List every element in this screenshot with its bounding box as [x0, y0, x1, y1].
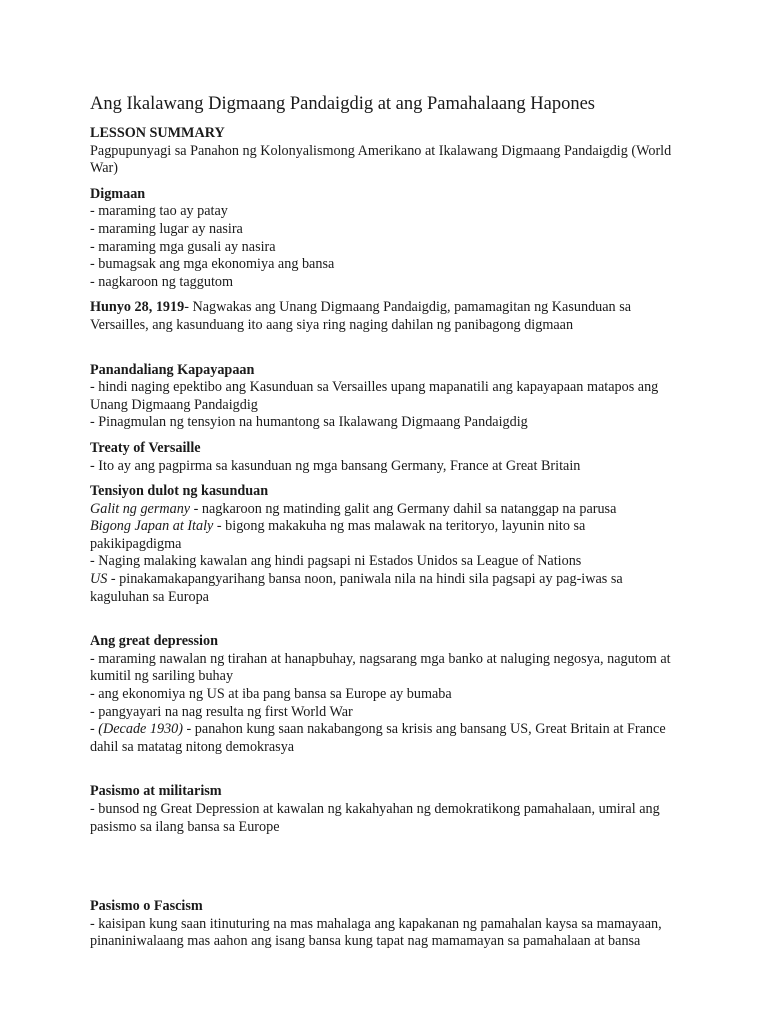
tensiyon-line-3: - Naging malaking kawalan ang hindi pagsapi ni Estados Unidos sa League of Nations: [90, 553, 582, 570]
tensiyon-line-1-em: Galit ng germany: [90, 500, 191, 517]
document-title: Ang Ikalawang Digmaang Pandaigdig at ang Pamahalaang Hapones: [90, 94, 596, 114]
tensiyon-line-2: [90, 518, 680, 553]
pasismo-militarismo-heading: Pasismo at militarism: [90, 783, 222, 800]
tensiyon-line-2-text: - bigong makakuha ng mas malawak na teritoryo, layunin nito sa pakikipagdigma: [90, 518, 586, 552]
treaty-section: [90, 440, 680, 475]
tensiyon-line-4-text: - pinakamakapangyarihang bansa noon, paniwala nila na hindi sila pagsapi ay pag-iwas sa kaguluhan sa Europa: [90, 571, 623, 605]
tensiyon-line-4: [90, 571, 680, 606]
depression-last-item: [90, 721, 680, 756]
list-item: - Pinagmulan ng tensyion na humantong sa Ikalawang Digmaang Pandaigdig: [90, 414, 528, 431]
depression-heading: Ang great depression: [90, 633, 218, 650]
fascism-heading: Pasismo o Fascism: [90, 898, 203, 915]
lesson-summary-section: [90, 125, 680, 178]
tensiyon-heading: Tensiyon dulot ng kasunduan: [90, 483, 269, 500]
depression-last-text: - panahon kung saan nakabangong sa krisis ang bansang US, Great Britain at France dahil sa matatag nitong demokrasya: [90, 721, 666, 755]
list-item: - maraming lugar ay nasira: [90, 220, 243, 237]
pasismo-militarismo-section: [90, 783, 680, 836]
pasismo-militarismo-text: - bunsod ng Great Depression at kawalan ng kakahyahan ng demokratikong pamahalaan, umiral ang pasismo sa ilang bansa sa Europe: [90, 801, 660, 835]
list-item: - Ito ay ang pagpirma sa kasunduan ng mga bansang Germany, France at Great Britain: [90, 457, 581, 474]
list-item: - maraming tao ay patay: [90, 203, 228, 220]
tensiyon-line-1: [90, 501, 680, 519]
hunyo-paragraph: [90, 299, 680, 334]
document-page: [90, 92, 680, 951]
hunyo-section: [90, 299, 680, 334]
depression-decade: (Decade 1930): [98, 721, 183, 738]
list-item: - maraming nawalan ng tirahan at hanapbuhay, nagsarang mga banko at naluging negosya, nagutom at kumitil ng sariling buhay: [90, 650, 671, 685]
list-item: - hindi naging epektibo ang Kasunduan sa Versailles upang mapanatili ang kapayapaan matapos ang Unang Digmaang Pandaigdig: [90, 379, 659, 413]
hunyo-date: Hunyo 28, 1919: [90, 299, 185, 316]
fascism-section: [90, 898, 680, 951]
panandalian-heading: Panandaliang Kapayapaan: [90, 361, 255, 378]
digmaan-heading: Digmaan: [90, 185, 146, 202]
list-item: - bumagsak ang mga ekonomiya ang bansa: [90, 256, 335, 273]
lesson-summary-heading: LESSON SUMMARY: [90, 125, 225, 141]
tensiyon-line-4-em: US: [90, 571, 108, 588]
list-item: - ang ekonomiya ng US at iba pang bansa sa Europe ay bumaba: [90, 686, 452, 703]
tensiyon-line-1-text: - nagkaroon ng matinding galit ang Germany dahil sa natanggap na parusa: [190, 500, 617, 517]
depression-section: [90, 633, 680, 756]
digmaan-section: [90, 186, 680, 292]
hunyo-text: - Nagwakas ang Unang Digmaang Pandaigdig, pamamagitan ng Kasunduan sa Versailles, ang kasunduang ito aang siya ring naging dahilan ng panibagong digmaan: [90, 299, 632, 333]
treaty-heading: Treaty of Versaille: [90, 439, 201, 456]
panandalian-section: [90, 362, 680, 432]
fascism-text: - kaisipan kung saan itinuturing na mas mahalaga ang kapakanan ng pamahalan kaysa sa mamayaan, pinaniniwalaang mas aahon ang isang bansa kung tapat nag mamamayan sa pamahalaan at bansa: [90, 915, 662, 950]
tensiyon-section: [90, 483, 680, 606]
list-item: - pangyayari na nag resulta ng first World War: [90, 703, 353, 720]
lesson-summary-text: Pagpupunyagi sa Panahon ng Kolonyalismong Amerikano at Ikalawang Digmaang Pandaigdig (World War): [90, 142, 672, 177]
tensiyon-line-2-em: Bigong Japan at Italy: [90, 518, 214, 535]
list-item: - nagkaroon ng taggutom: [90, 273, 234, 290]
depression-last-prefix: -: [90, 721, 99, 738]
list-item: - maraming mga gusali ay nasira: [90, 238, 276, 255]
